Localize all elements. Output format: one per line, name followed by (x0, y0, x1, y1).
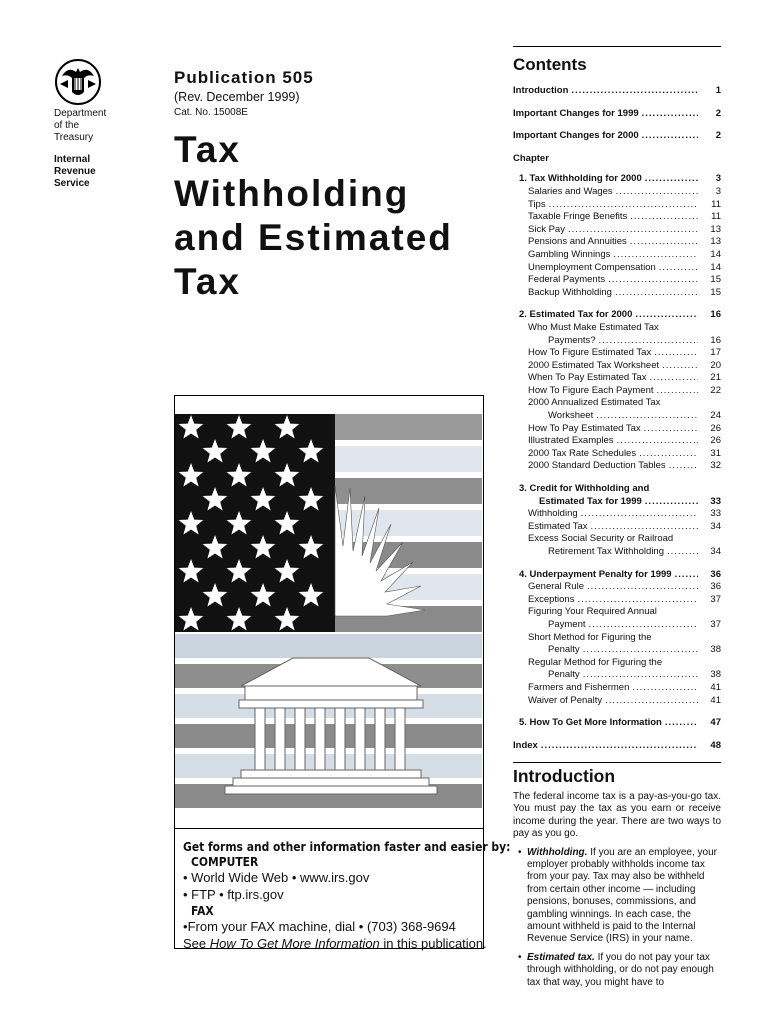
toc-item[interactable]: Gambling Winnings ..... 14 (513, 249, 721, 262)
toc-item[interactable]: When To Pay Estimated Tax ..... 21 (513, 372, 721, 385)
ftp-link[interactable]: ftp.irs.gov (227, 887, 284, 902)
toc-item[interactable]: Exceptions ..... 37 (513, 594, 721, 607)
ftp-item: • FTP • ftp.irs.gov (183, 887, 284, 902)
toc-item[interactable]: 2000 Tax Rate Schedules ..... 31 (513, 448, 721, 461)
main-title-line: and Estimated (174, 217, 453, 258)
irs-line: Service (54, 178, 90, 189)
irs-line: Internal (54, 154, 91, 165)
toc-item[interactable]: How To Pay Estimated Tax ..... 26 (513, 423, 721, 436)
cover-illustration (174, 395, 484, 829)
toc-item[interactable]: Sick Pay ..... 13 (513, 224, 721, 237)
toc-item[interactable]: Excess Social Security or Railroad (528, 533, 674, 545)
main-title-line: Tax (174, 129, 242, 170)
publication-revision: (Rev. December 1999) (174, 90, 300, 104)
catalog-number: Cat. No. 15008E (174, 107, 248, 118)
toc-item[interactable]: Withholding ..... 33 (513, 508, 721, 521)
toc-item[interactable]: Short Method for Figuring the (528, 631, 652, 643)
see-more-link[interactable]: How To Get More Information (209, 936, 380, 951)
toc-item[interactable]: Federal Payments ..... 15 (513, 274, 721, 287)
toc-chapter[interactable]: 1. Tax Withholding for 2000 ..... 3 (513, 173, 721, 186)
toc-item[interactable]: General Rule ..... 36 (513, 581, 721, 594)
computer-label: COMPUTER (191, 854, 259, 869)
department-line: of the (54, 120, 80, 131)
get-forms-heading: Get forms and other information faster and easier by: (183, 839, 511, 854)
toc-item[interactable]: Taxable Fringe Benefits ..... 11 (513, 211, 721, 224)
www-link[interactable]: www.irs.gov (300, 870, 370, 885)
toc-chapter[interactable]: 5. How To Get More Information ..... 47 (513, 717, 721, 730)
irs-eagle-logo (54, 58, 102, 106)
bullet-estimated-tax: • Estimated tax. If you do not pay your tax through withholding, or do not pay enough tax that way, you might have to (527, 952, 721, 989)
toc-item[interactable]: Waiver of Penalty ..... 41 (513, 695, 721, 708)
agency-block (54, 108, 106, 190)
toc-item[interactable]: Backup Withholding ..... 15 (513, 287, 721, 300)
get-forms-box (174, 829, 511, 951)
toc-entry[interactable]: Important Changes for 1999 ..... 2 (513, 108, 721, 121)
toc-item[interactable]: Penalty ..... 38 (513, 669, 721, 682)
toc-chapter[interactable]: Estimated Tax for 1999 ..... 33 (513, 496, 721, 509)
toc-item[interactable]: Farmers and Fishermen ..... 41 (513, 682, 721, 695)
see-more-line: See How To Get More Information in this publication. (183, 936, 487, 951)
toc-item[interactable]: Tips ..... 11 (513, 199, 721, 212)
irs-line: Revenue (54, 166, 96, 177)
toc-item[interactable]: Payments? ..... 16 (513, 335, 721, 348)
toc-item[interactable]: Pensions and Annuities ..... 13 (513, 236, 721, 249)
toc-item[interactable]: Regular Method for Figuring the (528, 656, 663, 668)
toc-item[interactable]: Unemployment Compensation ..... 14 (513, 262, 721, 275)
introduction-title: Introduction (513, 766, 616, 786)
toc-item[interactable]: Payment ..... 37 (513, 619, 721, 632)
chapter-label: Chapter (513, 152, 549, 164)
fax-number: (703) 368-9694 (366, 919, 456, 934)
main-title-line: Withholding (174, 173, 410, 214)
toc-item[interactable]: 2000 Standard Deduction Tables ..... 32 (513, 460, 721, 473)
introduction-paragraph: The federal income tax is a pay-as-you-go tax. You must pay the tax as you earn or receive income during the year. There are two ways to pay as you go. (513, 791, 721, 840)
toc-item[interactable]: Salaries and Wages ..... 3 (513, 186, 721, 199)
contents-section (513, 46, 721, 752)
introduction-section (513, 762, 721, 995)
department-line: Department (54, 108, 107, 119)
toc-item[interactable]: Who Must Make Estimated Tax (528, 321, 659, 333)
department-line: Treasury (54, 132, 94, 143)
toc-item[interactable]: How To Figure Estimated Tax ..... 17 (513, 347, 721, 360)
toc-item[interactable]: Illustrated Examples ..... 26 (513, 435, 721, 448)
toc-item[interactable]: Estimated Tax ..... 34 (513, 521, 721, 534)
toc-index[interactable]: Index ..... 48 (513, 740, 721, 753)
toc-item[interactable]: How To Figure Each Payment ..... 22 (513, 385, 721, 398)
fax-label: FAX (191, 903, 214, 918)
www-item: • World Wide Web • www.irs.gov (183, 870, 370, 885)
toc-chapter[interactable]: 4. Underpayment Penalty for 1999 ..... 36 (513, 569, 721, 582)
toc-item[interactable]: Penalty ..... 38 (513, 644, 721, 657)
fax-item: •From your FAX machine, dial • (703) 368-9694 (183, 919, 456, 934)
toc-entry[interactable]: Important Changes for 2000 ..... 2 (513, 130, 721, 143)
toc-chapter[interactable]: 2. Estimated Tax for 2000 ..... 16 (513, 309, 721, 322)
main-title (174, 128, 494, 304)
bullet-withholding: • Withholding. If you are an employee, your employer probably withholds income tax from your pay. Tax may also be withheld from certain other income — including pensions, bonuses, commissions, and gambling winnings. In each case, the amount withheld is paid to the Internal Revenue Service (IRS) in your name. (527, 847, 721, 946)
toc-chapter[interactable]: 3. Credit for Withholding and (519, 483, 650, 495)
introduction-bullets (513, 847, 721, 989)
toc-item[interactable]: 2000 Estimated Tax Worksheet ..... 20 (513, 360, 721, 373)
toc-item[interactable]: Retirement Tax Withholding ..... 34 (513, 546, 721, 559)
toc-item[interactable]: Worksheet ..... 24 (513, 410, 721, 423)
toc-item[interactable]: Figuring Your Required Annual (528, 606, 657, 618)
table-of-contents (513, 85, 721, 752)
toc-item[interactable]: 2000 Annualized Estimated Tax (528, 397, 661, 409)
contents-title: Contents (513, 55, 587, 74)
publication-title: Publication 505 (174, 68, 314, 87)
toc-entry[interactable]: Introduction ..... 1 (513, 85, 721, 98)
main-title-line: Tax (174, 261, 242, 302)
